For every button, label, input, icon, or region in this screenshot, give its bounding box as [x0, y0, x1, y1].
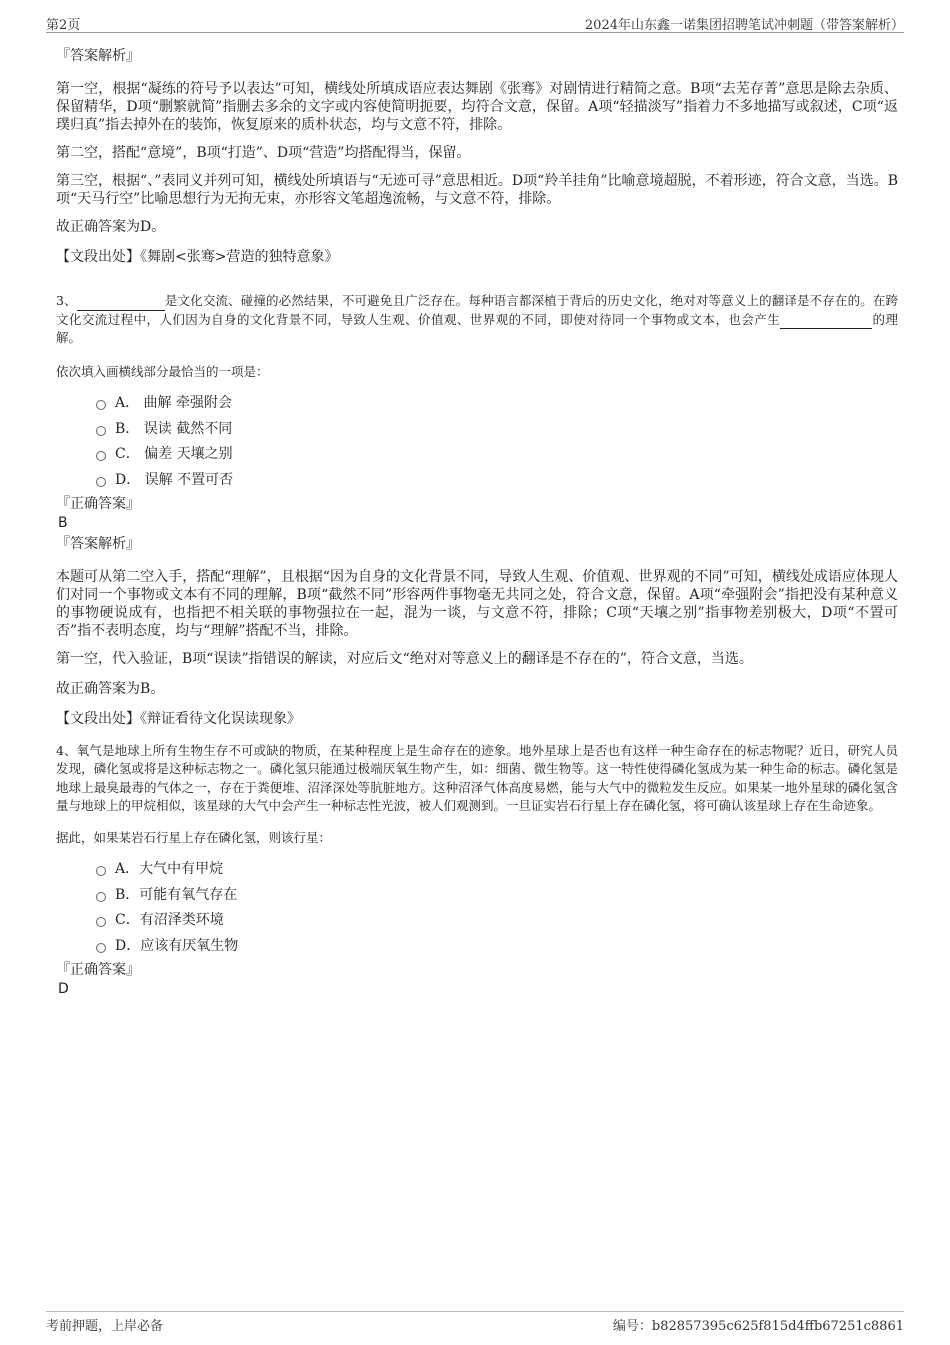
radio-icon[interactable]: [96, 943, 106, 953]
page-footer: [46, 1311, 904, 1332]
analysis-label: 『答案解析』: [56, 48, 140, 64]
page-content: [56, 46, 898, 998]
option-b[interactable]: [96, 881, 898, 907]
source-citation: 【文段出处】《舞剧<张骞>营造的独特意象》: [56, 249, 339, 265]
footer-slogan: 考前押题，上岸必备: [46, 1319, 164, 1334]
question-body-end: 的理解。: [56, 311, 898, 345]
analysis-conclusion: 故正确答案为D。: [56, 219, 166, 235]
option-label: D． 误解 不置可否: [115, 471, 234, 488]
radio-icon[interactable]: [96, 892, 106, 902]
radio-icon[interactable]: [96, 866, 106, 876]
radio-icon[interactable]: [96, 477, 106, 487]
radio-icon[interactable]: [96, 426, 106, 436]
document-title: 2024年山东鑫一诺集团招聘笔试冲刺题（带答案解析）: [584, 18, 904, 33]
analysis-paragraph: 第二空，搭配“意境”，B项“打造”、D项“营造”均搭配得当，保留。: [56, 145, 471, 161]
question-3-text: [56, 292, 898, 348]
question-body: 是文化交流、碰撞的必然结果，不可避免且广泛存在。每种语言都深植于背后的历史文化，绝对对等意义上的翻译是不存在的。在跨文化交流过程中，人们因为自身的文化背景不同，导致人生观、价值观、世界观的不同，即使对待同一个事物或文本，也会产生: [56, 293, 898, 327]
option-d[interactable]: [96, 466, 898, 492]
page-header: [46, 12, 904, 33]
correct-answer: D: [58, 980, 69, 997]
option-label: C．有沼泽类环境: [115, 912, 224, 929]
option-label: A．大气中有甲烷: [115, 861, 224, 878]
options-list: [96, 390, 898, 492]
question-number: 3、: [56, 293, 77, 308]
option-label: B． 误读 截然不同: [115, 420, 233, 437]
option-label: C． 偏差 天壤之别: [115, 446, 233, 463]
option-label: B．可能有氧气存在: [115, 886, 238, 903]
option-a[interactable]: [96, 856, 898, 882]
option-label: D．应该有厌氧生物: [115, 937, 239, 954]
fill-blank: [77, 296, 165, 311]
analysis-paragraph: 第一空，根据“凝练的符号予以表达”可知，横线处所填成语应表达舞剧《张骞》对剧情进行精简之意。B项“去芜存菁”意思是除去杂质、保留精华，D项“删繁就简”指删去多余的文字或内容使简明扼要，均符合文意，保留。A项“轻描淡写”指着力不多地描写或叙述，C项“返璞归真”指去掉外在的装饰，恢复原来的质朴状态，均与文意不符，排除。: [56, 81, 898, 133]
page-number: 第2页: [46, 18, 81, 33]
analysis-conclusion: 故正确答案为B。: [56, 680, 165, 697]
options-list: [96, 856, 898, 958]
analysis-label: 『答案解析』: [56, 535, 140, 552]
option-a[interactable]: [96, 390, 898, 416]
correct-answer-label: 『正确答案』: [56, 961, 140, 978]
question-prompt: 依次填入画横线部分最恰当的一项是：: [56, 363, 269, 379]
option-d[interactable]: [96, 932, 898, 958]
analysis-paragraph: 第三空，根据“、”表同义并列可知，横线处所填语与“无迹可寻”意思相近。D项“羚羊挂角”比喻意境超脱，不着形迹，符合文意，当选。B项“天马行空”比喻思想行为无拘无束，亦形容文笔超逸流畅，与文意不符，排除。: [56, 173, 898, 207]
radio-icon[interactable]: [96, 400, 106, 410]
correct-answer: B: [58, 514, 68, 531]
source-citation: 【文段出处】《辩证看待文化误读现象》: [56, 710, 301, 727]
correct-answer-label: 『正确答案』: [56, 495, 140, 512]
document-id: 编号：b82857395c625f815d4ffb67251c8861: [612, 1319, 904, 1334]
option-c[interactable]: [96, 441, 898, 467]
question-4-text: 4、氧气是地球上所有生物生存不可或缺的物质，在某种程度上是生命存在的迹象。地外星球上是否也有这样一种生命存在的标志物呢？近日，研究人员发现，磷化氢或将是这种标志物之一。磷化氢只能通过极端厌氧生物产生，如：细菌、微生物等。这一特性使得磷化氢成为某一种生命的标志。磷化氢是地球上最臭最毒的气体之一，存在于粪便堆、沼泽深处等肮脏地方。这种沼泽气体高度易燃，能与大气中的微粒发生反应。如果某一地外星球的磷化氢含量与地球上的甲烷相似，该星球的大气中会产生一种标志性光波，被人们观测到。一旦证实岩石行星上存在磷化氢，将可确认该星球上存在生命迹象。: [56, 742, 898, 813]
radio-icon[interactable]: [96, 451, 106, 461]
option-b[interactable]: [96, 415, 898, 441]
option-label: A． 曲解 牵强附会: [115, 395, 233, 412]
fill-blank: [780, 314, 872, 329]
analysis-paragraph: 本题可从第二空入手，搭配“理解”，且根据“因为自身的文化背景不同，导致人生观、价值观、世界观的不同”可知，横线处成语应体现人们对同一个事物或文本有不同的理解，B项“截然不同”形容两件事物毫无共同之处，符合文意，保留。A项“牵强附会”指把没有某种意义的事物硬说成有，也指把不相关联的事物强拉在一起，混为一谈，与文意不符，排除；C项“天壤之别”指事物差别极大，D项“不置可否”指不表明态度，均与“理解”搭配不当，排除。: [56, 568, 898, 639]
option-c[interactable]: [96, 907, 898, 933]
radio-icon[interactable]: [96, 917, 106, 927]
analysis-paragraph: 第一空，代入验证，B项“误读”指错误的解读，对应后文“绝对对等意义上的翻译是不存在的”，符合文意，当选。: [56, 650, 753, 667]
question-prompt: 据此，如果某岩石行星上存在磷化氢，则该行星：: [56, 829, 332, 845]
